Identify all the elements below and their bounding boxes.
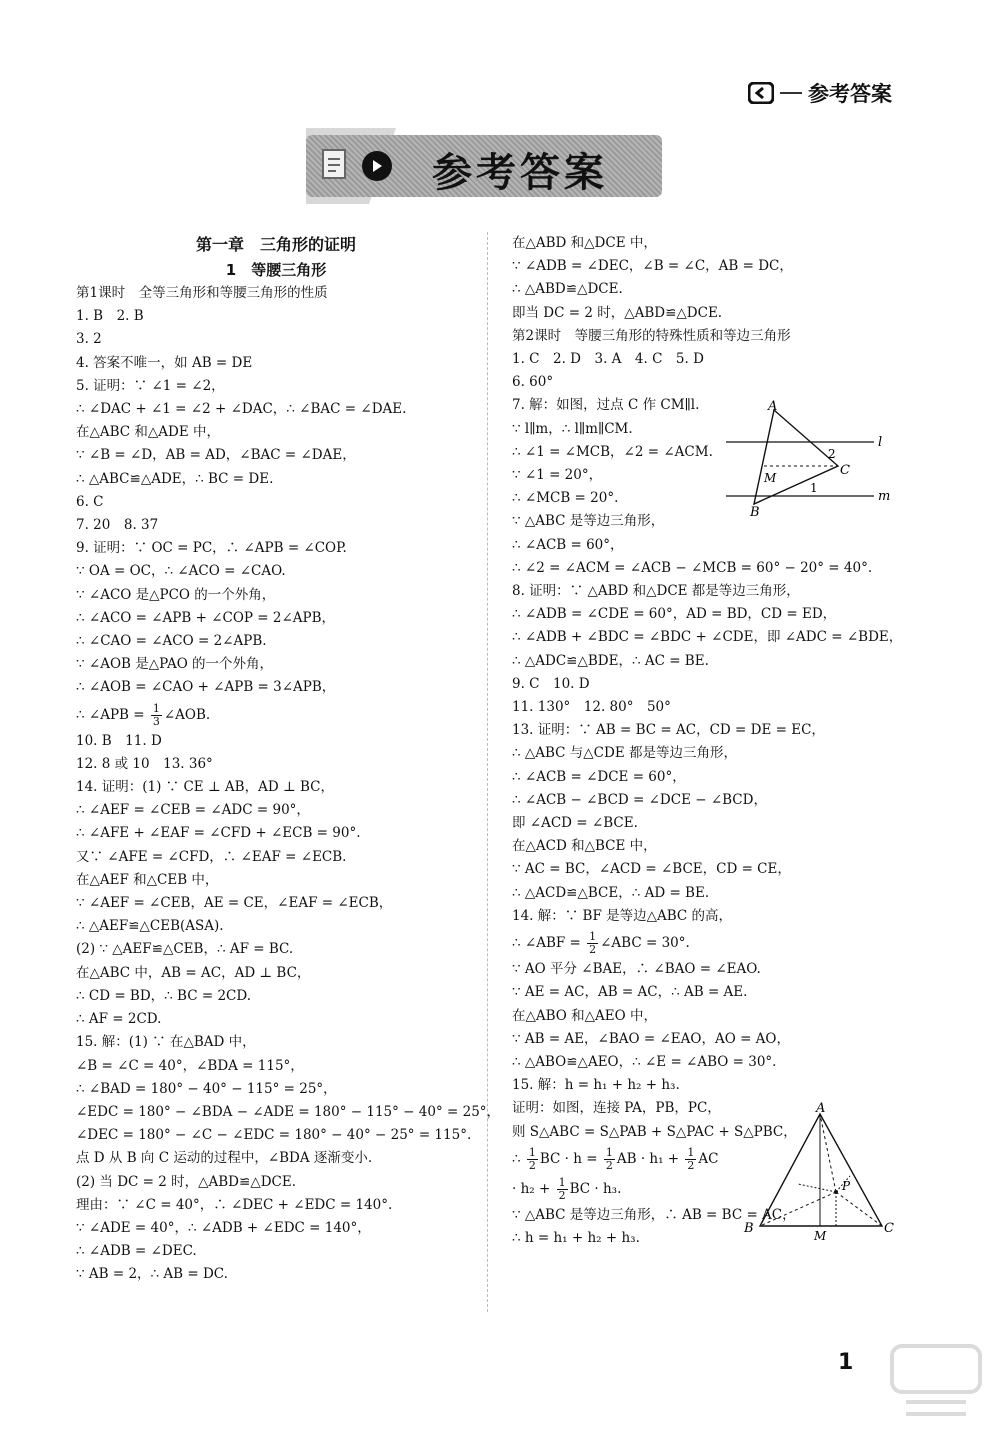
answer-line: ∵ AO 平分 ∠BAE，∴ ∠BAO = ∠EAO.	[512, 961, 761, 978]
answer-line: ∴ △ABC≌△ADE，∴ BC = DE.	[76, 470, 274, 487]
answer-line: (2) 当 DC = 2 时，△ABD≌△DCE.	[76, 1173, 297, 1190]
answer-line: ∴ h = h₁ + h₂ + h₃.	[512, 1229, 640, 1246]
answer-line: 在△ACD 和△BCE 中，	[512, 838, 657, 855]
answer-line: 在△ABC 和△ADE 中，	[76, 424, 221, 441]
answer-line: 即当 DC = 2 时，△ABD≌△DCE.	[512, 304, 723, 321]
answer-line: 7. 解：如图，过点 C 作 CM∥l.	[512, 397, 700, 414]
answer-line: 8. 证明：∵ △ABD 和△DCE 都是等边三角形，	[512, 583, 800, 600]
label-m-point: M	[764, 471, 777, 485]
answer-line: ∴ ∠1 = ∠MCB，∠2 = ∠ACM.	[512, 443, 713, 460]
column-divider	[487, 232, 488, 1312]
answer-line: ∵ l∥m，∴ l∥m∥CM.	[512, 420, 633, 437]
lesson-title: 第2课时 等腰三角形的特殊性质和等边三角形	[512, 327, 791, 344]
answer-line: ∴ △ACD≌△BCE，∴ AD = BE.	[512, 884, 710, 901]
answer-line: 15. 解：(1) ∵ 在△BAD 中，	[76, 1034, 256, 1051]
answer-line: 7. 20 8. 37	[76, 517, 159, 534]
answer-line: 在△AEF 和△CEB 中，	[76, 871, 219, 888]
label-a: A	[816, 1102, 826, 1116]
answer-line: ∵ ∠ACO 是△PCO 的一个外角，	[76, 586, 276, 603]
answer-line: ∴ ∠ACB = 60°，	[512, 536, 624, 553]
answer-line: 1. C 2. D 3. A 4. C 5. D	[512, 351, 704, 368]
answer-line: 在△ABD 和△DCE 中，	[512, 235, 657, 251]
answer-line: 10. B 11. D	[76, 732, 162, 749]
answer-line: 15. 解：h = h₁ + h₂ + h₃.	[512, 1077, 680, 1094]
answer-line: ∴ ∠ACO = ∠APB + ∠COP = 2∠APB，	[76, 609, 336, 626]
header-rule	[780, 92, 802, 94]
fraction: $\frac{1}{2}$	[528, 1145, 536, 1172]
answer-line: 6. C	[76, 493, 104, 510]
answer-line: 1. B 2. B	[76, 308, 144, 325]
label-b: B	[744, 1221, 754, 1236]
header-logo-icon	[748, 82, 774, 104]
title-banner	[306, 135, 662, 197]
answer-line: 即 ∠ACD = ∠BCE.	[512, 815, 638, 832]
answer-line: 5. 证明：∵ ∠1 = ∠2，	[76, 377, 225, 394]
label-a: A	[768, 399, 778, 414]
fraction: $\frac{1}{2}$	[589, 930, 597, 957]
answer-line: ∴ ∠ACB − ∠BCD = ∠DCE − ∠BCD，	[512, 791, 767, 808]
answer-line: ∵ ∠ADB = ∠DEC，∠B = ∠C，AB = DC，	[512, 258, 793, 275]
answer-line: ∵ AC = BC，∠ACD = ∠BCE，CD = CE，	[512, 861, 791, 878]
answer-line: ∵ AB = 2，∴ AB = DC.	[76, 1266, 228, 1283]
answer-line: ∠DEC = 180° − ∠C − ∠EDC = 180° − 40° − 25° = 115°.	[76, 1127, 472, 1144]
answer-line: ∵ AE = AC，AB = AC，∴ AB = AE.	[512, 984, 748, 1001]
answer-line: ∵ ∠AEF = ∠CEB，AE = CE，∠EAF = ∠ECB，	[76, 895, 393, 912]
answer-line-fraction: ∴ ∠APB = $\frac{1}{3}$ ∠AOB.	[76, 701, 211, 728]
answer-line: ∵ ∠ADE = 40°，∴ ∠ADB + ∠EDC = 140°，	[76, 1219, 371, 1236]
banner-title: 参考答案	[432, 150, 608, 196]
answer-line: 点 D 从 B 向 C 运动的过程中，∠BDA 逐渐变小.	[76, 1150, 373, 1167]
label-angle-1: 1	[810, 481, 818, 495]
answer-line: ∴ ∠ACB = ∠DCE = 60°，	[512, 768, 686, 785]
answer-line: 理由：∵ ∠C = 40°，∴ ∠DEC + ∠EDC = 140°.	[76, 1196, 393, 1213]
label-angle-2: 2	[828, 447, 836, 461]
answer-line: ∵ OA = OC，∴ ∠ACO = ∠CAO.	[76, 563, 286, 580]
figure-equilateral-triangle	[740, 1102, 900, 1242]
page-header	[748, 78, 892, 108]
answer-line: 又∵ ∠AFE = ∠CFD，∴ ∠EAF = ∠ECB.	[76, 848, 347, 865]
answer-line: ∴ △ABC 与△CDE 都是等边三角形，	[512, 745, 737, 762]
header-title: 参考答案	[808, 82, 892, 106]
answer-line: ∴ ∠DAC + ∠1 = ∠2 + ∠DAC，∴ ∠BAC = ∠DAE.	[76, 401, 407, 418]
answer-line: 9. C 10. D	[512, 675, 590, 692]
fraction: $\frac{1}{2}$	[558, 1175, 566, 1202]
lesson-title: 第1课时 全等三角形和等腰三角形的性质	[76, 285, 328, 301]
answer-line: 则 S△ABC = S△PAB + S△PAC + S△PBC，	[512, 1123, 797, 1140]
answer-line: 11. 130° 12. 80° 50°	[512, 699, 671, 716]
label-c: C	[884, 1221, 894, 1236]
answer-line-fraction: ∴ ∠ABF = $\frac{1}{2}$ ∠ABC = 30°.	[512, 930, 690, 957]
page-number: 1	[838, 1350, 854, 1375]
triangle-abc	[760, 1114, 882, 1226]
answer-lines	[512, 232, 912, 325]
right-column	[512, 232, 912, 1250]
watermark-logo-icon	[886, 1340, 986, 1430]
answer-line: ∴ AF = 2CD.	[76, 1011, 162, 1028]
answer-line: ∴ ∠AOB = ∠CAO + ∠APB = 3∠APB，	[76, 679, 336, 696]
answer-line: ∵ ∠B = ∠D，AB = AD，∠BAC = ∠DAE，	[76, 447, 356, 464]
point-p	[834, 1190, 838, 1194]
answer-line: 13. 证明：∵ AB = BC = AC，CD = DE = EC，	[512, 722, 825, 739]
fraction: $\frac{1}{2}$	[605, 1145, 613, 1172]
answer-line: ∵ ∠AOB 是△PAO 的一个外角，	[76, 656, 274, 673]
answer-line-fraction: · h₂ + $\frac{1}{2}$ BC · h₃.	[512, 1175, 622, 1202]
answer-line: ∵ △ABC 是等边三角形，∴ AB = BC = AC，	[512, 1206, 796, 1223]
answer-line: ∴ ∠MCB = 20°.	[512, 490, 619, 507]
label-c: C	[840, 463, 850, 478]
answer-line: ∠EDC = 180° − ∠BDA − ∠ADE = 180° − 115° − 40° = 25°，	[76, 1103, 501, 1120]
answer-line: 12. 8 或 10 13. 36°	[76, 755, 213, 772]
chapter-title: 第一章 三角形的证明	[195, 235, 356, 254]
label-line-l: l	[878, 435, 883, 450]
answer-line: 在△ABC 中，AB = AC，AD ⊥ BC，	[76, 964, 311, 981]
answer-line: 9. 证明：∵ OC = PC，∴ ∠APB = ∠COP.	[76, 540, 347, 557]
answer-line: ∴ ∠CAO = ∠ACO = 2∠APB.	[76, 633, 267, 650]
label-b: B	[750, 505, 760, 518]
answer-line: ∴ ∠AEF = ∠CEB = ∠ADC = 90°，	[76, 802, 310, 819]
figure-parallel-lines-triangle	[724, 398, 894, 518]
triangle-abc	[754, 410, 838, 504]
answer-line: ∵ AB = AE，∠BAO = ∠EAO，AO = AO，	[512, 1030, 791, 1047]
label-line-m: m	[878, 489, 891, 504]
answer-line: ∵ ∠1 = 20°，	[512, 467, 603, 484]
answer-line: ∴ ∠ADB + ∠BDC = ∠BDC + ∠CDE，即 ∠ADC = ∠BDE，	[512, 629, 903, 646]
answer-line: ∴ ∠BAD = 180° − 40° − 115° = 25°，	[76, 1080, 337, 1097]
answer-line: ∴ CD = BD，∴ BC = 2CD.	[76, 987, 251, 1004]
answer-line: 证明：如图，连接 PA，PB，PC，	[512, 1100, 721, 1117]
answer-line: 14. 证明：(1) ∵ CE ⊥ AB，AD ⊥ BC，	[76, 779, 334, 796]
answer-lines	[76, 305, 476, 699]
label-p: P	[842, 1179, 851, 1193]
answer-line: ∴ ∠ADB = ∠CDE = 60°，AD = BD，CD = ED，	[512, 606, 837, 623]
play-icon	[362, 151, 392, 181]
section-title: 1 等腰三角形	[225, 261, 327, 279]
document-icon	[320, 147, 350, 183]
answer-line: ∵ △ABC 是等边三角形，	[512, 513, 665, 530]
label-m: M	[814, 1229, 827, 1242]
left-column	[76, 232, 501, 1287]
fraction: $\frac{1}{3}$	[152, 701, 160, 728]
answer-line: ∴ ∠2 = ∠ACM = ∠ACB − ∠MCB = 60° − 20° = 40°.	[512, 559, 873, 576]
answer-line: ∠B = ∠C = 40°，∠BDA = 115°，	[76, 1057, 304, 1074]
answer-line: ∴ ∠ADB = ∠DEC.	[76, 1243, 197, 1260]
answer-line: ∴ △AEF≌△CEB(ASA).	[76, 918, 224, 935]
answer-line: 3. 2	[76, 331, 102, 348]
answer-line: ∴ △ADC≌△BDE，∴ AC = BE.	[512, 652, 709, 669]
answer-line: (2) ∵ △AEF≌△CEB，∴ AF = BC.	[76, 941, 294, 958]
fraction: $\frac{1}{2}$	[687, 1145, 695, 1172]
answer-line: ∴ ∠AFE + ∠EAF = ∠CFD + ∠ECB = 90°.	[76, 825, 361, 842]
answer-line: 在△ABO 和△AEO 中，	[512, 1007, 658, 1024]
answer-line: 6. 60°	[512, 374, 554, 391]
answer-line: 14. 解：∵ BF 是等边△ABC 的高，	[512, 907, 733, 924]
answer-line: ∴ △ABD≌△DCE.	[512, 281, 623, 298]
answer-lines	[76, 730, 501, 1287]
answer-line: ∴ △ABO≌△AEO，∴ ∠E = ∠ABO = 30°.	[512, 1053, 777, 1070]
answer-line: 4. 答案不唯一，如 AB = DE	[76, 354, 253, 371]
answer-line-fraction: ∴ $\frac{1}{2}$ BC · h = $\frac{1}{2}$ AB · h₁ + $\frac{1}{2}$ AC	[512, 1145, 719, 1172]
